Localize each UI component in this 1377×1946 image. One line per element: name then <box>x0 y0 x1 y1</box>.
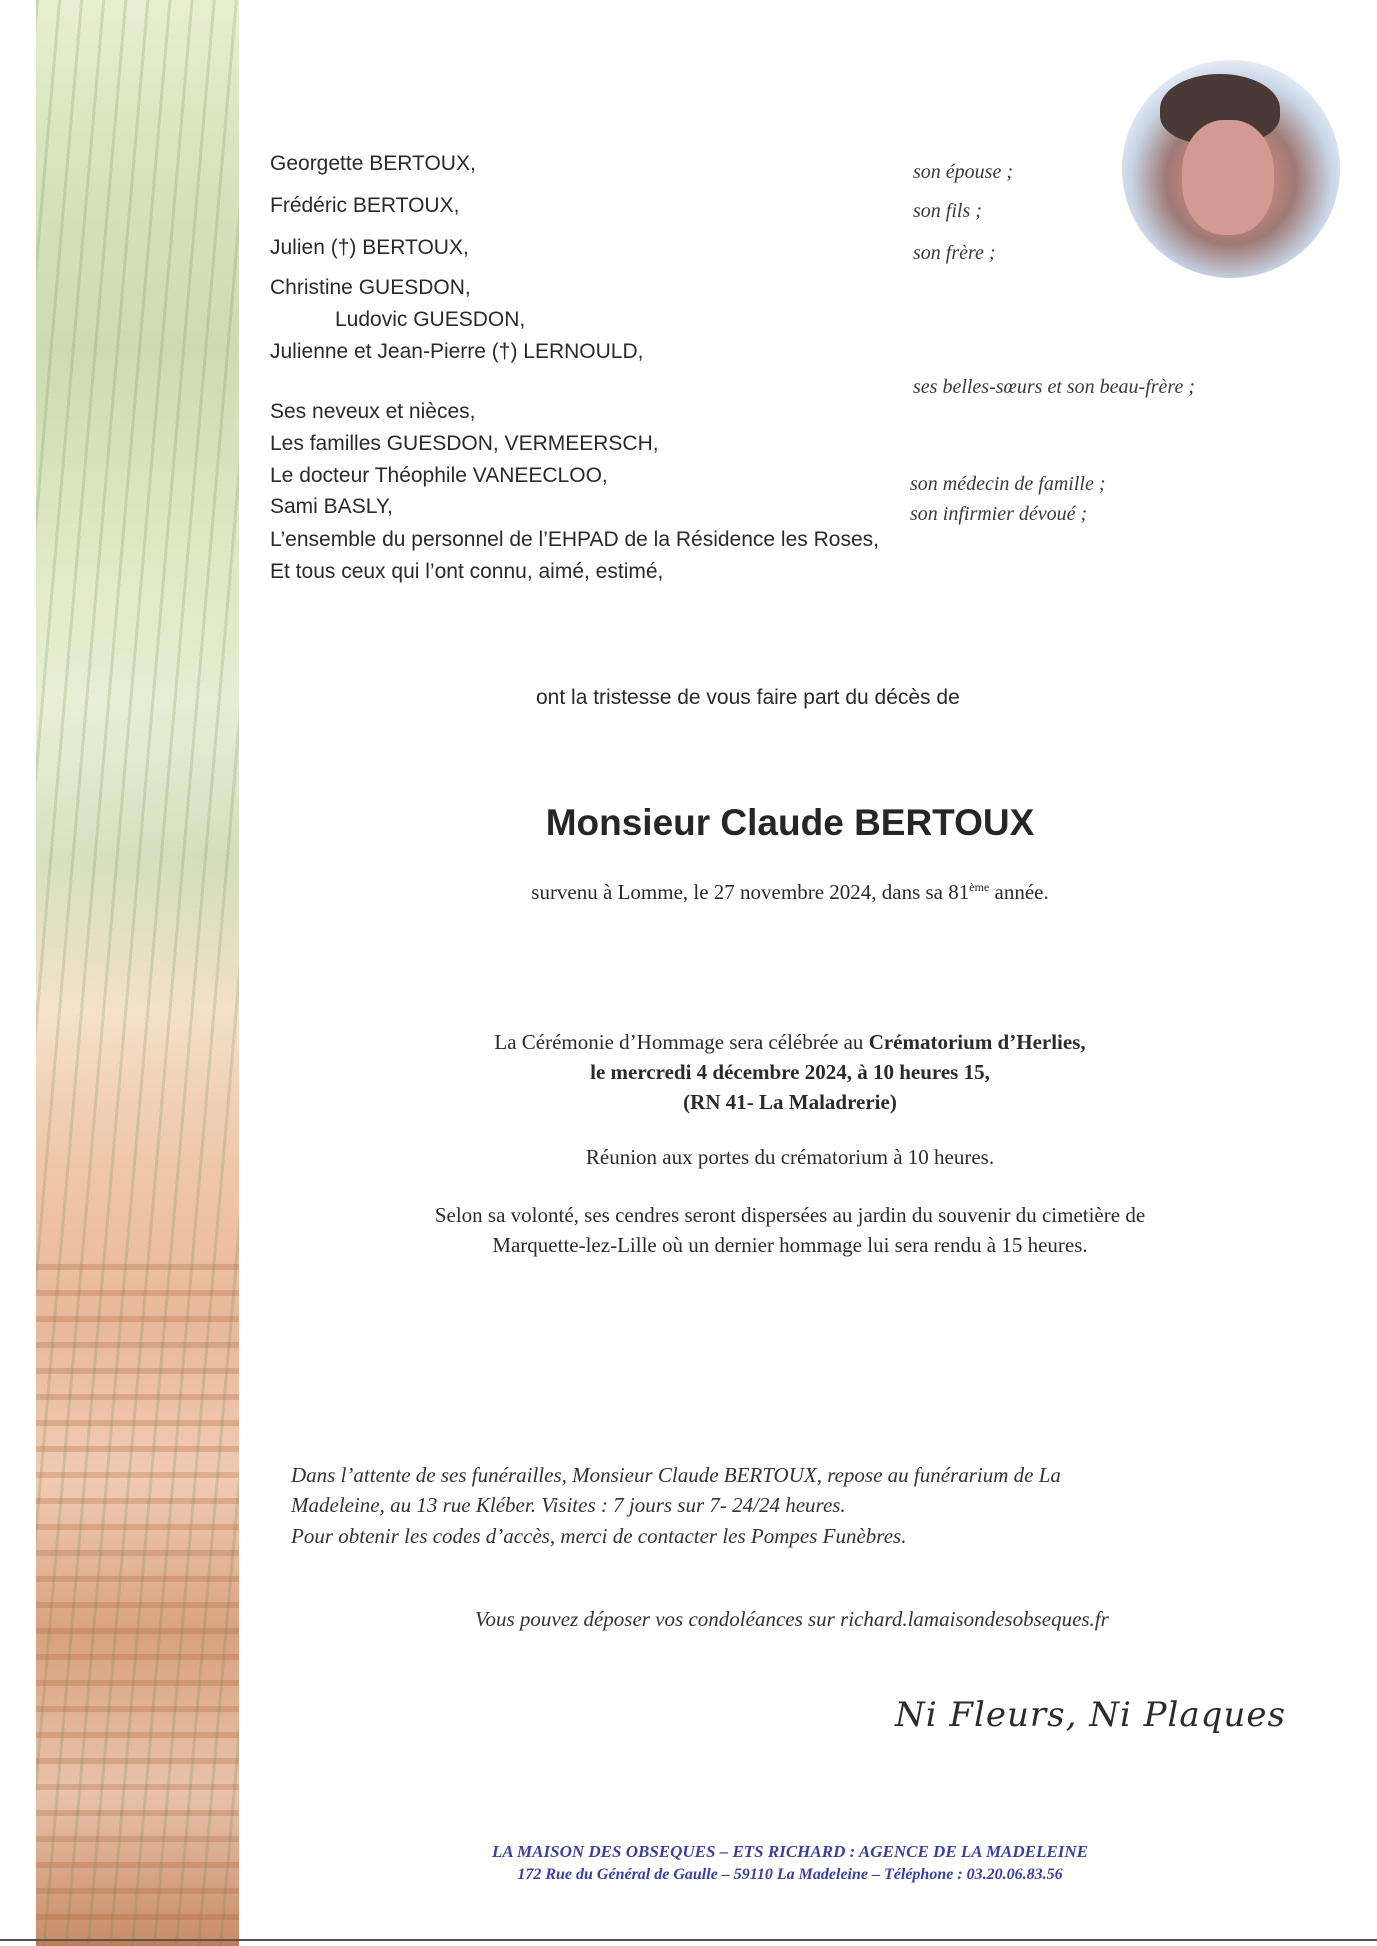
family-name-1: Georgette BERTOUX, <box>270 152 476 175</box>
portrait-face <box>1182 120 1274 235</box>
family-name-4: Christine GUESDON, <box>270 276 471 299</box>
nurse-role: son infirmier dévoué ; <box>910 503 1088 525</box>
others-line-2: Les familles GUESDON, VERMEERSCH, <box>270 432 659 455</box>
family-name-2: Frédéric BERTOUX, <box>270 194 460 217</box>
footer-company: LA MAISON DES OBSEQUES – ETS RICHARD : AGENCE DE LA MADELEINE <box>492 1842 1088 1861</box>
forest-border-image <box>36 0 239 1946</box>
portrait-photo <box>1122 60 1340 278</box>
ashes-line-1: Selon sa volonté, ses cendres seront dispersées au jardin du souvenir du cimetière de <box>434 1203 1146 1227</box>
family-role-1: son épouse ; <box>913 161 1013 183</box>
footer-address: 172 Rue du Général de Gaulle – 59110 La Madeleine – Téléphone : 03.20.06.83.56 <box>517 1866 1063 1883</box>
death-line-b: année. <box>989 880 1049 904</box>
family-name-3: Julien (†) BERTOUX, <box>270 236 469 259</box>
condolences-info: Vous pouvez déposer vos condoléances sur richard.lamaisondesobseques.fr <box>475 1607 1109 1631</box>
ceremony-line-1 <box>260 1030 1320 1055</box>
others-line-3: Le docteur Théophile VANEECLOO, <box>270 464 608 487</box>
ceremony-place: Crématorium d’Herlies, <box>868 1030 1086 1054</box>
family-name-5: Ludovic GUESDON, <box>335 308 526 331</box>
doctor-role: son médecin de famille ; <box>910 473 1106 495</box>
others-line-4: Sami BASLY, <box>270 495 393 518</box>
others-line-1: Ses neveux et nièces, <box>270 400 476 423</box>
deceased-name: Monsieur Claude BERTOUX <box>545 802 1035 843</box>
family-name-6: Julienne et Jean-Pierre (†) LERNOULD, <box>270 340 644 363</box>
death-sup: ème <box>969 880 990 894</box>
funerarium-line-1: Dans l’attente de ses funérailles, Monsieur Claude BERTOUX, repose au funérarium de La <box>291 1463 1061 1487</box>
death-line-a: survenu à Lomme, le 27 novembre 2024, dans sa 81 <box>531 880 970 904</box>
funerarium-line-3: Pour obtenir les codes d’accès, merci de contacter les Pompes Funèbres. <box>291 1524 907 1548</box>
others-line-6: Et tous ceux qui l’ont connu, aimé, estimé, <box>270 560 664 583</box>
funerarium-line-2: Madeleine, au 13 rue Kléber. Visites : 7 jours sur 7- 24/24 heures. <box>291 1493 846 1517</box>
ceremony-intro: La Cérémonie d’Hommage sera célébrée au <box>494 1030 869 1054</box>
ceremony-address: (RN 41- La Maladrerie) <box>683 1090 897 1114</box>
ashes-line-2: Marquette-lez-Lille où un dernier hommage lui sera rendu à 15 heures. <box>492 1233 1088 1257</box>
family-role-2: son fils ; <box>913 200 982 222</box>
family-role-3: son frère ; <box>913 242 996 264</box>
inlaws-role: ses belles-sœurs et son beau-frère ; <box>913 376 1195 398</box>
bottom-rule <box>0 1939 1377 1941</box>
announcement: ont la tristesse de vous faire part du décès de <box>536 686 960 709</box>
death-details <box>260 880 1320 905</box>
no-flowers-note: Ni Fleurs, Ni Plaques <box>895 1695 1286 1735</box>
ceremony-date: le mercredi 4 décembre 2024, à 10 heures 15, <box>590 1060 990 1084</box>
meeting-info: Réunion aux portes du crématorium à 10 heures. <box>585 1145 995 1169</box>
others-line-5: L’ensemble du personnel de l’EHPAD de la Résidence les Roses, <box>270 528 879 551</box>
